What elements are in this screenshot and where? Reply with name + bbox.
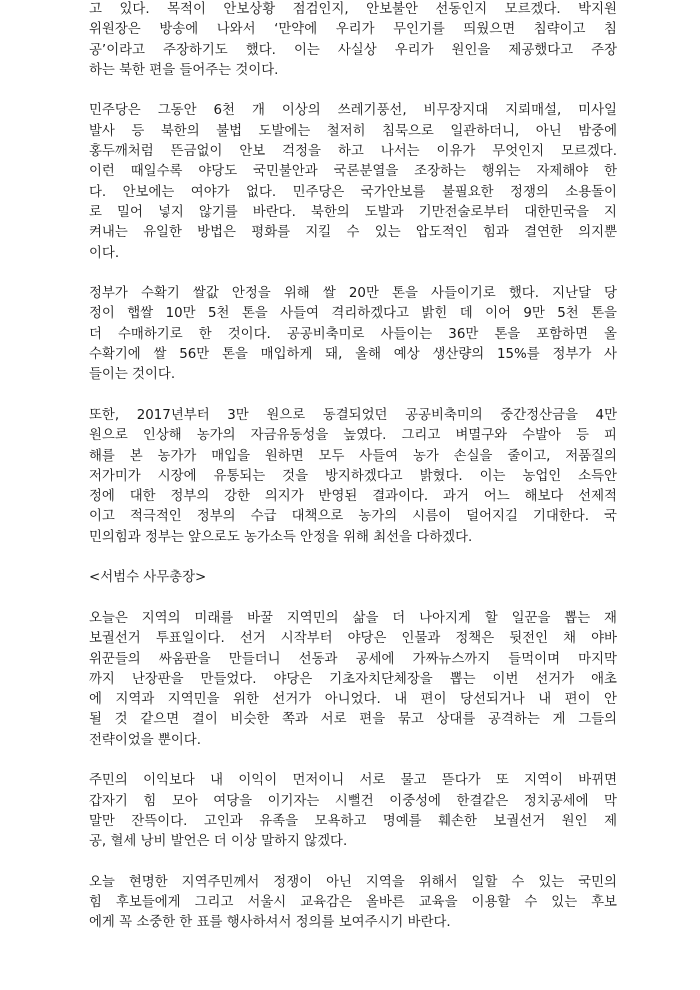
paragraph-gap xyxy=(89,548,617,568)
text-line: 로 밀어 넣지 않기를 바란다. 북한의 도발과 기만전술로부터 대한민국을 지 xyxy=(89,204,617,220)
text-line: 이다. xyxy=(89,245,120,261)
paragraph-gap xyxy=(89,264,617,284)
text-line: 위원장은 방송에 나와서 ‘만약에 우리가 무인기를 띄웠으면 침략이고 침 xyxy=(89,22,617,38)
text-line: 해를 본 농가가 매입을 원하면 모두 사들여 농가 손실을 줄이고, 저품질의 xyxy=(89,448,617,464)
paragraph xyxy=(89,406,617,548)
text-line: 저가미가 시장에 유통되는 것을 방지하겠다고 밝혔다. 이는 농업인 소득안 xyxy=(89,468,617,484)
text-line: 정이 햅쌀 10만 5천 톤을 사들여 격리하겠다고 밝힌 데 이어 9만 5천 톤을 xyxy=(89,306,617,322)
paragraph xyxy=(89,873,617,934)
text-line: 에게 꼭 소중한 한 표를 행사하셔서 정의를 보여주시기 바란다. xyxy=(89,915,451,931)
text-line: 갑자기 힘 모아 여당을 이기자는 시뻘건 이중성에 한결같은 정치공세에 막 xyxy=(89,793,617,809)
paragraph-gap xyxy=(89,589,617,609)
text-line: 원으로 인상해 농가의 자금유동성을 높였다. 그리고 벼멸구와 수발아 등 피 xyxy=(89,428,617,444)
text-line: 오늘은 지역의 미래를 바꿀 지역민의 삶을 더 나아지게 할 일꾼을 뽑는 재 xyxy=(89,610,617,626)
text-line: 켜내는 유일한 방법은 평화를 지킬 수 있는 압도적인 힘과 결연한 의지뿐 xyxy=(89,225,617,241)
text-line: 정에 대한 정부의 강한 의지가 반영된 결과이다. 과거 어느 해보다 선제적 xyxy=(89,489,617,505)
text-line: 홍두깨처럼 뜬금없이 안보 걱정을 하고 나서는 이유가 무엇인지 모르겠다. xyxy=(89,144,617,160)
paragraph xyxy=(89,0,617,81)
paragraph xyxy=(89,101,617,263)
text-line: 민의힘과 정부는 앞으로도 농가소득 안정을 위해 최선을 다하겠다. xyxy=(89,529,473,545)
paragraph xyxy=(89,771,617,852)
text-line: 말만 잔뜩이다. 고인과 유족을 모욕하고 명예를 훼손한 보궐선거 원인 제 xyxy=(89,813,617,829)
text-line: 고 있다. 목적이 안보상황 점검인지, 안보불안 선동인지 모르겠다. 박지원 xyxy=(89,2,617,17)
document-page xyxy=(89,0,617,990)
section-heading xyxy=(89,568,617,588)
text-line: 수확기에 쌀 56만 톤을 매입하게 돼, 올해 예상 생산량의 15%를 정부가 사 xyxy=(89,347,617,363)
text-line: 보궐선거 투표일이다. 선거 시작부터 야당은 인물과 정책은 뒷전인 채 야바 xyxy=(89,631,617,647)
paragraph xyxy=(89,284,617,385)
text-line: 까지 난장판을 만들었다. 야당은 기초자치단체장을 뽑는 이번 선거가 애초 xyxy=(89,671,617,687)
heading-text: <서범수 사무총장> xyxy=(89,570,207,586)
text-line: 더 수매하기로 한 것이다. 공공비축미로 사들이는 36만 톤을 포함하면 올 xyxy=(89,326,617,342)
text-line: 될 것 같으면 결이 비슷한 쪽과 서로 편을 묶고 상대를 공격하는 게 그들의 xyxy=(89,712,617,728)
text-line: 발사 등 북한의 불법 도발에는 철저히 침묵으로 일관하더니, 아닌 밤중에 xyxy=(89,123,617,139)
paragraph xyxy=(89,609,617,751)
text-line: 힘 후보들에게 그리고 서울시 교육감은 올바른 교육을 이용할 수 있는 후보 xyxy=(89,895,617,911)
paragraph-gap xyxy=(89,81,617,101)
text-line: 하는 북한 편을 들어주는 것이다. xyxy=(89,62,279,78)
text-line: 이고 적극적인 정부의 수급 대책으로 농가의 시름이 덜어지길 기대한다. 국 xyxy=(89,509,617,525)
text-line: 또한, 2017년부터 3만 원으로 동결되었던 공공비축미의 중간정산금을 4만 xyxy=(89,407,617,423)
text-line: 위꾼들의 싸움판을 만들더니 선동과 공세에 가짜뉴스까지 들먹이며 마지막 xyxy=(89,651,617,667)
text-line: 다. 안보에는 여야가 없다. 민주당은 국가안보를 불필요한 정쟁의 소용돌이 xyxy=(89,184,617,200)
text-line: 민주당은 그동안 6천 개 이상의 쓰레기풍선, 비무장지대 지뢰매설, 미사일 xyxy=(89,103,617,119)
text-line: 공, 혈세 낭비 발언은 더 이상 말하지 않겠다. xyxy=(89,834,348,850)
text-line: 오늘 현명한 지역주민께서 정쟁이 아닌 지역을 위해서 일할 수 있는 국민의 xyxy=(89,874,617,890)
paragraph-gap xyxy=(89,852,617,872)
paragraph-gap xyxy=(89,386,617,406)
text-line: 주민의 이익보다 내 이익이 먼저이니 서로 물고 뜯다가 또 지역이 바뀌면 xyxy=(89,773,617,789)
text-line: 정부가 수확기 쌀값 안정을 위해 쌀 20만 톤을 사들이기로 했다. 지난달 당 xyxy=(89,286,617,302)
text-line: 들이는 것이다. xyxy=(89,367,176,383)
text-line: 에 지역과 지역민을 위한 선거가 아니었다. 내 편이 당선되거나 내 편이 안 xyxy=(89,692,617,708)
text-line: 전략이었을 뿐이다. xyxy=(89,732,201,748)
paragraph-gap xyxy=(89,751,617,771)
text-line: 이런 때일수록 야당도 국민불안과 국론분열을 조장하는 행위는 자제해야 한 xyxy=(89,164,617,180)
text-line: 공’이라고 주장하기도 했다. 이는 사실상 우리가 원인을 제공했다고 주장 xyxy=(89,42,617,58)
